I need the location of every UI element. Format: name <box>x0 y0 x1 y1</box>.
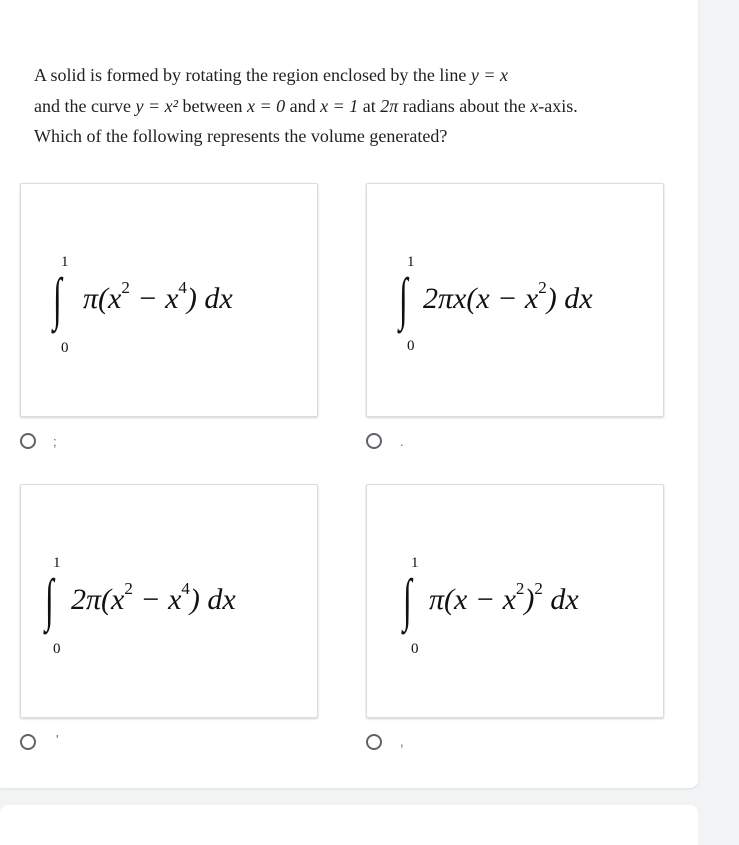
text: and the curve <box>34 95 136 116</box>
question-line-3: Which of the following represents the volume generated? <box>34 126 448 146</box>
exponent: 2 <box>538 278 547 297</box>
math-x-equals-1: x = 1 <box>320 95 359 116</box>
upper-limit: 1 <box>407 254 415 270</box>
question-line-1-text: A solid is formed by rotating the region enclosed by the line <box>34 65 471 85</box>
question-text <box>34 60 684 152</box>
expr-part: π(x <box>83 282 122 315</box>
upper-limit: 1 <box>53 555 61 571</box>
choice-c-formula <box>43 553 313 663</box>
choice-c-label: ' <box>56 732 59 747</box>
text: radians about the <box>398 95 531 116</box>
integrand <box>83 278 233 316</box>
choice-b-radio[interactable] <box>366 433 382 449</box>
lower-limit: 0 <box>411 641 419 657</box>
exponent: 2 <box>121 278 130 297</box>
math-y-equals-x-squared: y = x² <box>135 95 178 116</box>
expr-part: ) <box>524 583 535 616</box>
upper-limit: 1 <box>411 555 419 571</box>
expr-part: ) dx <box>189 583 236 616</box>
expr-part: 2πx(x − x <box>423 282 539 315</box>
math-2pi: 2π <box>380 95 399 116</box>
choice-c-image[interactable] <box>20 484 318 718</box>
exponent: 4 <box>178 278 187 297</box>
expr-part: dx <box>556 282 593 315</box>
lower-limit: 0 <box>53 641 61 657</box>
integrand <box>423 278 593 316</box>
text: between <box>177 95 247 116</box>
lower-limit: 0 <box>407 338 415 354</box>
choice-a-radio[interactable] <box>20 433 36 449</box>
exponent: 4 <box>181 579 190 598</box>
next-question-card <box>0 805 698 845</box>
choice-d-radio[interactable] <box>366 734 382 750</box>
choice-a-label: ; <box>53 434 57 449</box>
lower-limit: 0 <box>61 340 69 356</box>
choice-d-label: , <box>400 734 404 749</box>
choice-c-radio[interactable] <box>20 734 36 750</box>
text: at <box>358 95 381 116</box>
exponent: 2 <box>534 579 543 598</box>
choice-b-image[interactable] <box>366 183 664 417</box>
question-line-1 <box>34 60 684 91</box>
math-x: x <box>530 95 539 116</box>
question-line-2 <box>34 91 684 122</box>
exponent: 2 <box>515 579 525 598</box>
math-y-equals-x: y = x <box>470 65 509 85</box>
expr-part: ) dx <box>186 282 233 315</box>
expr-part: 2π(x <box>71 583 125 616</box>
choice-a-formula <box>51 252 321 362</box>
math-x-equals-0: x = 0 <box>246 95 286 116</box>
text: -axis. <box>538 95 578 116</box>
choice-d-image[interactable] <box>366 484 664 718</box>
integral-sign-icon: ∫ <box>45 567 54 632</box>
integral-sign-icon: ∫ <box>53 266 62 331</box>
choice-d-formula <box>401 553 671 663</box>
integral-sign-icon: ∫ <box>399 266 408 331</box>
expr-part: − x <box>129 282 179 315</box>
integrand <box>429 579 579 617</box>
text: and <box>285 95 321 116</box>
upper-limit: 1 <box>61 254 69 270</box>
choice-b-formula <box>397 252 667 362</box>
expr-part: dx <box>542 583 579 616</box>
expr-part: ) <box>546 282 557 315</box>
choice-a-image[interactable] <box>20 183 318 417</box>
choice-b-label: . <box>400 434 404 449</box>
expr-part: − x <box>132 583 182 616</box>
integral-sign-icon: ∫ <box>403 567 412 632</box>
expr-part: π(x − x <box>429 583 516 616</box>
integrand <box>71 579 236 617</box>
exponent: 2 <box>124 579 133 598</box>
